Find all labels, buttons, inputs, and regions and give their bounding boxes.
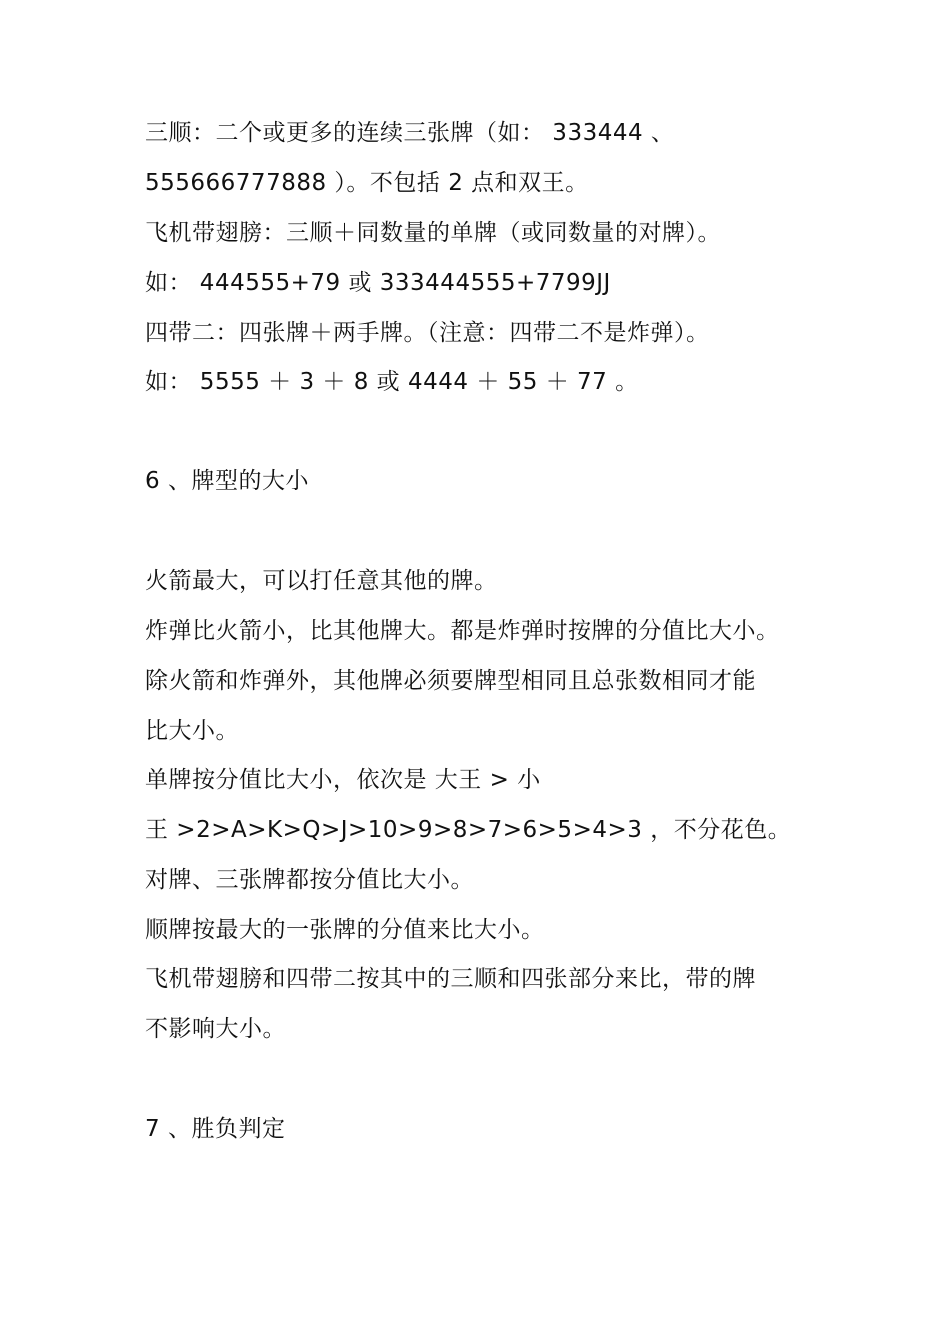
section-heading-card-ranking: 6 、牌型的大小: [145, 468, 309, 494]
text-line-pairs: 对牌、三张牌都按分值比大小。: [145, 867, 474, 893]
text-line-triple-sequence-cont: 555666777888 ）。不包括 2 点和双王。: [145, 170, 589, 196]
section-heading-win-loss: 7 、胜负判定: [145, 1116, 286, 1142]
text-line-single-card: 单牌按分值比大小，依次是 大王 > 小: [145, 767, 541, 793]
text-line-straights: 顺牌按最大的一张牌的分值来比大小。: [145, 917, 545, 943]
text-line-four-with-two-example: 如： 5555 ＋ 3 ＋ 8 或 4444 ＋ 55 ＋ 77 。: [145, 369, 639, 395]
text-line-other-cards: 除火箭和炸弹外，其他牌必须要牌型相同且总张数相同才能: [145, 668, 756, 694]
text-line-airplane-compare-cont: 不影响大小。: [145, 1016, 286, 1042]
text-line-airplane-example: 如： 444555+79 或 333444555+7799JJ: [145, 270, 611, 296]
text-line-single-card-order: 王 >2>A>K>Q>J>10>9>8>7>6>5>4>3 ，不分花色。: [145, 817, 792, 843]
text-line-other-cards-cont: 比大小。: [145, 718, 239, 744]
text-line-four-with-two: 四带二：四张牌＋两手牌。（注意：四带二不是炸弹）。: [145, 320, 710, 346]
text-line-triple-sequence: 三顺：二个或更多的连续三张牌（如： 333444 、: [145, 120, 675, 146]
text-line-airplane-compare: 飞机带翅膀和四带二按其中的三顺和四张部分来比，带的牌: [145, 966, 756, 992]
text-line-airplane: 飞机带翅膀：三顺＋同数量的单牌（或同数量的对牌）。: [145, 220, 721, 246]
text-line-bomb: 炸弹比火箭小，比其他牌大。都是炸弹时按牌的分值比大小。: [145, 618, 780, 644]
text-line-rocket: 火箭最大，可以打任意其他的牌。: [145, 568, 498, 594]
